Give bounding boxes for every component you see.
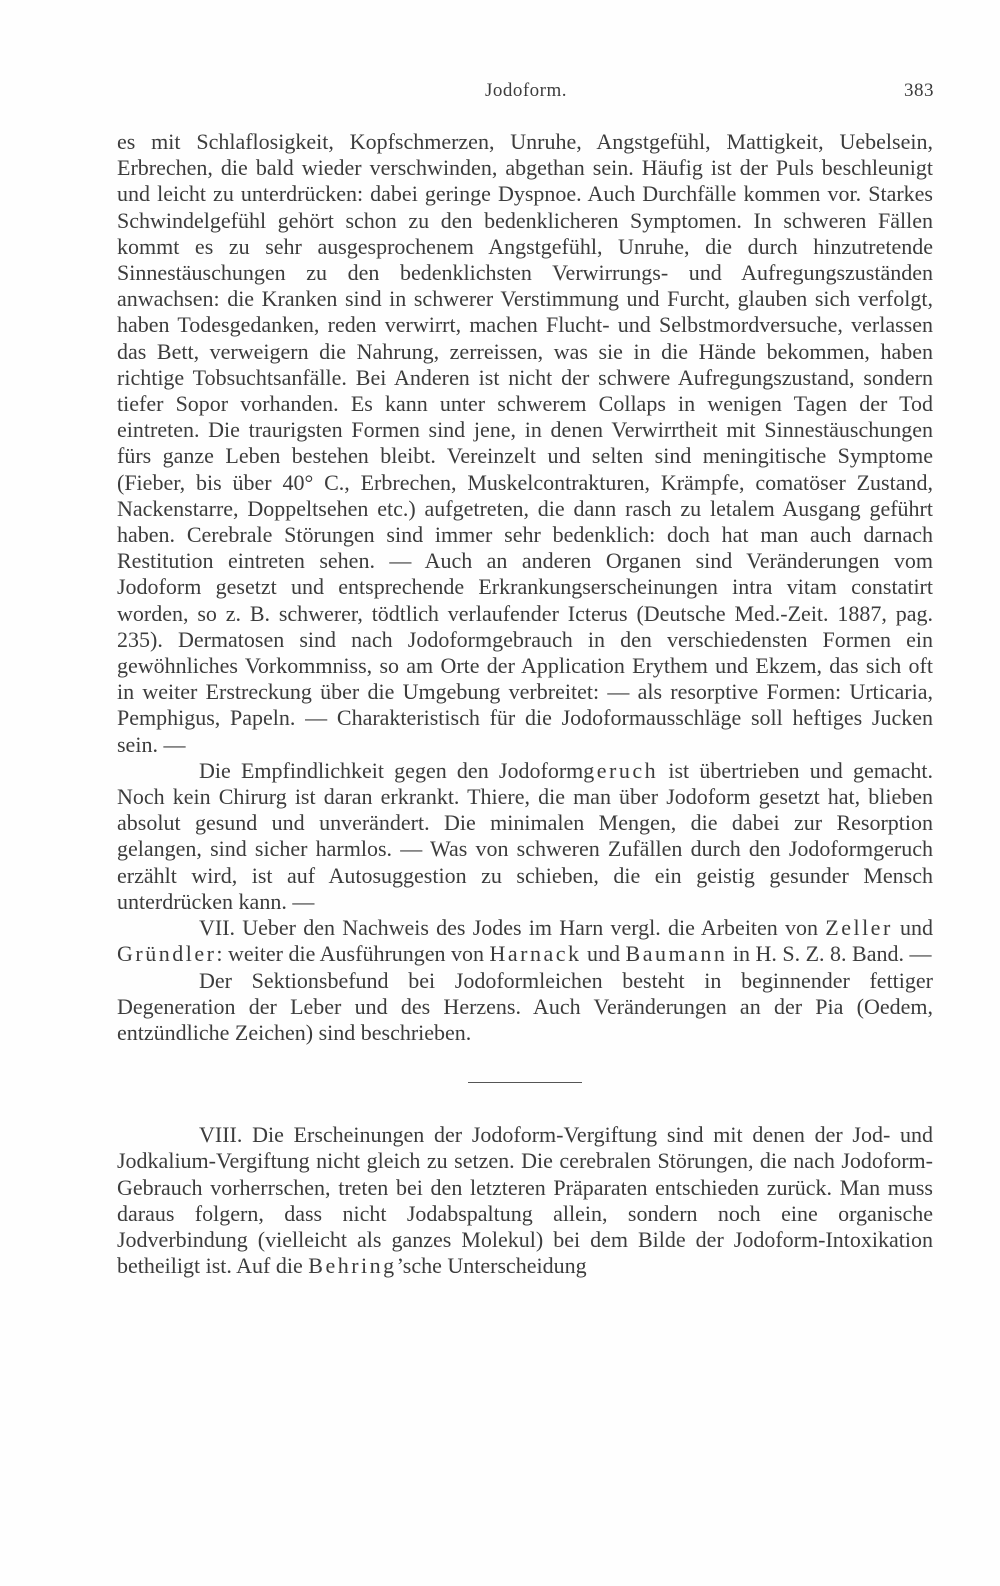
body-text: [117, 129, 933, 1279]
paragraph-section-vii: [117, 915, 933, 967]
text-segment: ’sche Unterscheidung: [396, 1253, 587, 1279]
running-title: Jodoform.: [484, 80, 568, 101]
text-segment: und: [892, 915, 933, 941]
running-head: [118, 80, 934, 104]
paragraph-odor-sensitivity: [117, 758, 933, 915]
text-segment: ist übertrieben und gemacht. Noch kein Chirurg ist daran erkrankt. Thiere, die man über Jodoform gesetzt hat, blieben absolut gesund und unverändert. Die minimalen Mengen, die dabei zur Resorption gelangen, sind sicher harmlos. — Was von schweren Zufällen durch den Jodoformgeruch erzählt wird, ist auf Autosuggestion zu schieben, die ein geistig gesunder Mensch unterdrücken kann. —: [117, 757, 933, 914]
paragraph-section-viii: [117, 1122, 933, 1279]
text-segment: in H. S. Z. 8. Band. —: [727, 941, 932, 967]
author-name: Gründler: [117, 941, 217, 967]
text-segment: Die Empfindlichkeit gegen den Jodoform: [199, 757, 584, 783]
author-name: Behring: [308, 1253, 397, 1279]
text-segment: VIII. Die Erscheinungen der Jodoform-Vergiftung sind mit denen der Jod- und Jodkalium-Vergiftung nicht gleich zu setzen. Die cerebralen Störungen, die nach Jodoform-Gebrauch vorherrschen, treten bei den letzteren Präparaten entschieden zurück. Man muss daraus folgern, dass nicht Jodabspaltung allein, sondern noch eine organische Jodverbindung (vielleicht als ganzes Molekul) bei dem Bilde der Jodoform-Intoxikation betheiligt ist. Auf die: [117, 1122, 933, 1279]
paragraph-autopsy: Der Sektionsbefund bei Jodoformleichen besteht in beginnender fettiger Degeneration der Leber und des Herzens. Auch Veränderungen an der Pia (Oedem, entzündliche Zeichen) sind beschrieben.: [117, 967, 933, 1045]
text-segment: : weiter die Ausführungen von: [216, 941, 490, 967]
paragraph-symptoms: es mit Schlaflosigkeit, Kopfschmerzen, Unruhe, Angstgefühl, Mattigkeit, Uebelsein, Erbrechen, die bald wieder verschwinden, abgethan sein. Häufig ist der Puls beschleunigt und leicht zu unterdrücken: dabei geringe Dyspnoe. Auch Durchfälle kommen vor. Starkes Schwindelgefühl gehört schon zu den bedenklicheren Symptomen. In schweren Fällen kommt es zu sehr ausgesprochenem Angstgefühl, Unruhe, die durch hinzutretende Sinnestäuschungen zu den bedenklichsten Verwirrungs- und Aufregungszuständen anwachsen: die Kranken sind in schwerer Verstimmung und Furcht, glauben sich verfolgt, haben Todesgedanken, reden verwirrt, machen Flucht- und Selbstmordversuche, verlassen das Bett, verweigern die Nahrung, zerreissen, was sie in die Hände bekommen, haben richtige Tobsuchtsanfälle. Bei Anderen ist nicht der schwere Aufregungszustand, sondern tiefer Sopor vorhanden. Es kann unter schwerem Collaps in wenigen Tagen der Tod eintreten. Die traurigsten Formen sind jene, in denen Verwirrtheit mit Sinnestäuschungen fürs ganze Leben bestehen bleibt. Vereinzelt und selten sind meningitische Symptome (Fieber, bis über 40° C., Erbrechen, Muskelcontrakturen, Krämpfe, comatöser Zustand, Nackenstarre, Doppeltsehen etc.) aufgetreten, die dann rasch zu letalem Ausgang geführt haben. Cerebrale Störungen sind immer sehr bedenklich: doch hat man auch darnach Restitution eintreten sehen. — Auch an anderen Organen sind Veränderungen vom Jodoform gesetzt und entsprechende Erkrankungserscheinungen intra vitam constatirt worden, so z. B. schwerer, tödtlich verlaufender Icterus (Deutsche Med.-Zeit. 1887, pag. 235). Dermatosen sind nach Jodoformgebrauch in den verschiedensten Formen ein gewöhnliches Vorkommniss, so am Orte der Application Erythem und Ekzem, das sich oft in weiter Erstreckung über die Umgebung verbreitet: — als resorptive Formen: Urticaria, Pemphigus, Papeln. — Charakteristisch für die Jodoformausschläge soll heftiges Jucken sein. —: [117, 129, 933, 757]
section-divider: [468, 1082, 582, 1083]
page-number: 383: [904, 80, 934, 101]
author-name: Zeller: [825, 915, 893, 941]
author-name: Baumann: [625, 941, 728, 967]
text-segment: VII. Ueber den Nachweis des Jodes im Harn vergl. die Arbeiten von: [199, 915, 826, 941]
text-segment: und: [581, 941, 626, 967]
emphasized-word: geruch: [583, 757, 659, 783]
author-name: Harnack: [489, 941, 582, 967]
